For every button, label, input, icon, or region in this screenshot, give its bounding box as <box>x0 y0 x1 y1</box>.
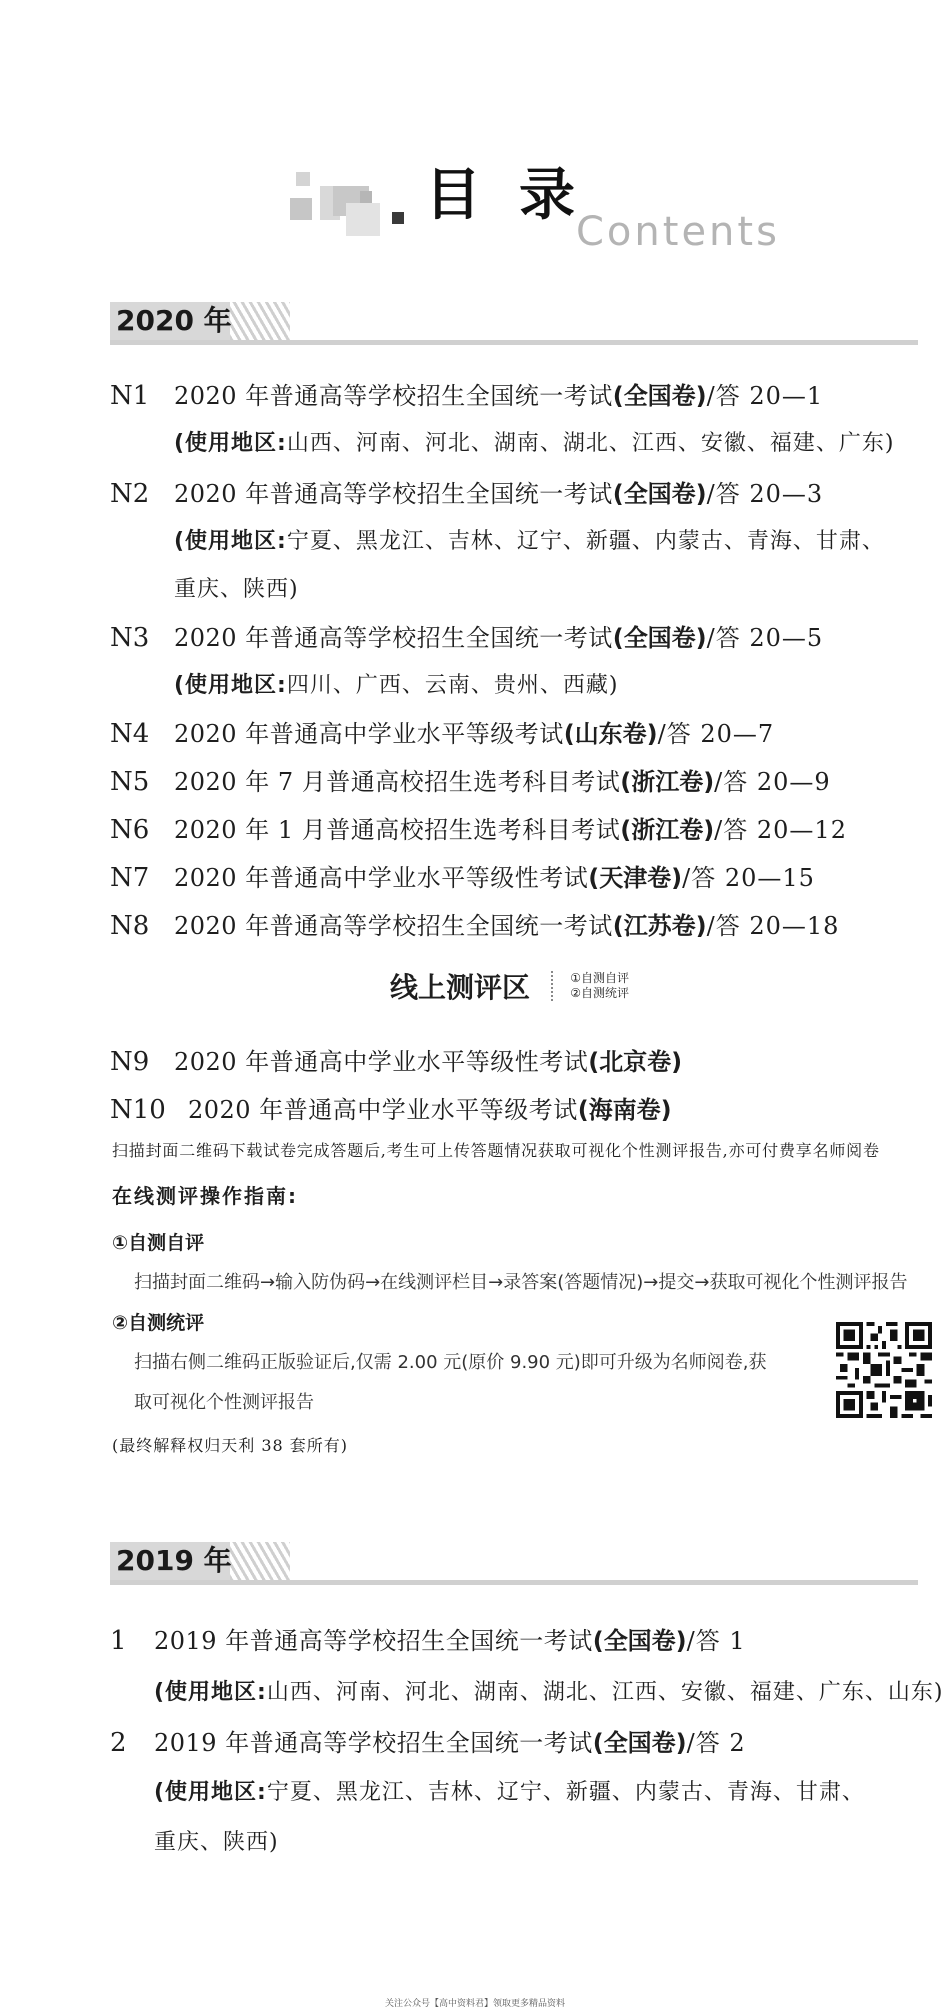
entry-tag: (山东卷) <box>563 720 658 748</box>
entry-tag: (江苏卷) <box>612 912 707 940</box>
section-label: 2019 年 <box>116 1544 232 1577</box>
toc-entry-n2[interactable] <box>110 470 930 614</box>
entry-answer-page: /答 20—18 <box>706 912 840 940</box>
entry-code: N9 <box>110 1047 150 1077</box>
toc-entry-n10[interactable] <box>110 1086 930 1134</box>
toc-entry-2019-1[interactable] <box>110 1614 944 1718</box>
entry-regions: (使用地区:四川、广西、云南、贵州、西藏) <box>174 673 619 698</box>
entry-tag: (海南卷) <box>577 1096 672 1124</box>
toc-entry-n6[interactable] <box>110 806 930 854</box>
online-test-title: 线上测评区 <box>390 971 531 1004</box>
entry-regions: (使用地区:山西、河南、河北、湖南、湖北、江西、安徽、福建、广东、山东) <box>154 1680 944 1705</box>
toc-entry-n5[interactable] <box>110 758 930 806</box>
entry-title: 2020 年普通高中学业水平等级考试 <box>174 720 564 748</box>
entry-code: N3 <box>110 623 150 653</box>
page-subtitle: Contents <box>576 209 780 255</box>
entry-title: 2020 年普通高中学业水平等级性考试 <box>174 864 589 892</box>
entry-tag: (浙江卷) <box>620 768 715 796</box>
entry-title: 2019 年普通高等学校招生全国统一考试 <box>154 1627 593 1655</box>
entry-code: N8 <box>110 911 150 941</box>
guide-step2-heading: ②自测统评 <box>112 1312 205 1334</box>
entry-regions-cont: 重庆、陕西) <box>154 1830 279 1855</box>
entry-regions: (使用地区:宁夏、黑龙江、吉林、辽宁、新疆、内蒙古、青海、甘肃、 <box>174 529 885 554</box>
entry-code: 1 <box>110 1626 127 1656</box>
entry-answer-page: /答 1 <box>686 1627 746 1655</box>
entry-code: N10 <box>110 1095 166 1125</box>
entry-title: 2020 年普通高中学业水平等级性考试 <box>174 1048 589 1076</box>
entry-title: 2020 年 7 月普通高校招生选考科目考试 <box>174 768 621 796</box>
entry-answer-page: /答 20—3 <box>706 480 824 508</box>
toc-entry-n8[interactable] <box>110 902 930 950</box>
page-title: 目录 <box>425 163 613 228</box>
guide-title: 在线测评操作指南: <box>112 1184 298 1208</box>
entry-answer-page: /答 20—1 <box>706 382 824 410</box>
entry-tag: (全国卷) <box>612 624 707 652</box>
entry-tag: (全国卷) <box>612 480 707 508</box>
entry-tag: (天津卷) <box>588 864 683 892</box>
entry-answer-page: /答 20—15 <box>682 864 815 892</box>
entry-tag: (全国卷) <box>612 382 707 410</box>
guide-step2-text: 扫描右侧二维码正版验证后,仅需 2.00 元(原价 9.90 元)即可升级为名师阅卷,获 <box>134 1352 767 1373</box>
section-label: 2020 年 <box>116 304 232 337</box>
entry-title: 2020 年普通高等学校招生全国统一考试 <box>174 624 613 652</box>
toc-entry-n4[interactable] <box>110 710 930 758</box>
toc-entry-n9[interactable] <box>110 1038 930 1086</box>
online-test-header <box>390 966 629 1006</box>
entry-title: 2020 年普通高等学校招生全国统一考试 <box>174 480 613 508</box>
scan-note: 扫描封面二维码下载试卷完成答题后,考生可上传答题情况获取可视化个性测评报告,亦可付费享名师阅卷 <box>112 1141 880 1160</box>
guide-step2-text-cont: 取可视化个性测评报告 <box>134 1392 314 1413</box>
toc-entry-n1[interactable] <box>110 372 930 468</box>
section-header-2020 <box>110 302 918 348</box>
entry-answer-page: /答 2 <box>686 1729 746 1757</box>
entry-code: N4 <box>110 719 150 749</box>
entry-answer-page: /答 20—12 <box>714 816 847 844</box>
entry-code: N2 <box>110 479 150 509</box>
entry-title: 2020 年 1 月普通高校招生选考科目考试 <box>174 816 621 844</box>
entry-regions: (使用地区:山西、河南、河北、湖南、湖北、江西、安徽、福建、广东) <box>174 431 895 456</box>
toc-entry-2019-2[interactable] <box>110 1718 930 1868</box>
entry-answer-page: /答 20—9 <box>714 768 831 796</box>
toc-entry-n3[interactable] <box>110 614 930 710</box>
guide-step1-heading: ①自测自评 <box>112 1232 205 1254</box>
entry-tag: (浙江卷) <box>620 816 715 844</box>
rights-note: (最终解释权归天利 38 套所有) <box>112 1436 349 1455</box>
entry-tag: (全国卷) <box>592 1729 687 1757</box>
online-test-options: ①自测自评 ②自测统评 <box>570 971 629 1000</box>
entry-title: 2019 年普通高等学校招生全国统一考试 <box>154 1729 593 1757</box>
toc-entry-n7[interactable] <box>110 854 930 902</box>
entry-answer-page: /答 20—7 <box>657 720 775 748</box>
entry-code: N6 <box>110 815 150 845</box>
entry-title: 2020 年普通高等学校招生全国统一考试 <box>174 912 613 940</box>
qr-code[interactable] <box>836 1322 932 1418</box>
entry-tag: (全国卷) <box>592 1627 687 1655</box>
entry-code: N1 <box>110 381 150 411</box>
entry-regions-cont: 重庆、陕西) <box>174 577 299 602</box>
section-header-2019 <box>110 1542 918 1588</box>
entry-title: 2020 年普通高等学校招生全国统一考试 <box>174 382 613 410</box>
entry-code: N5 <box>110 767 150 797</box>
entry-code: N7 <box>110 863 150 893</box>
entry-tag: (北京卷) <box>588 1048 683 1076</box>
entry-regions: (使用地区:宁夏、黑龙江、吉林、辽宁、新疆、内蒙古、青海、甘肃、 <box>154 1780 865 1805</box>
entry-answer-page: /答 20—5 <box>706 624 824 652</box>
footer-note: 关注公众号【高中资料君】领取更多精品资料 <box>384 1999 565 2009</box>
guide-step1-text: 扫描封面二维码→输入防伪码→在线测评栏目→录答案(答题情况)→提交→获取可视化个性测评报告 <box>134 1272 908 1293</box>
entry-title: 2020 年普通高中学业水平等级考试 <box>188 1096 578 1124</box>
entry-code: 2 <box>110 1728 127 1758</box>
